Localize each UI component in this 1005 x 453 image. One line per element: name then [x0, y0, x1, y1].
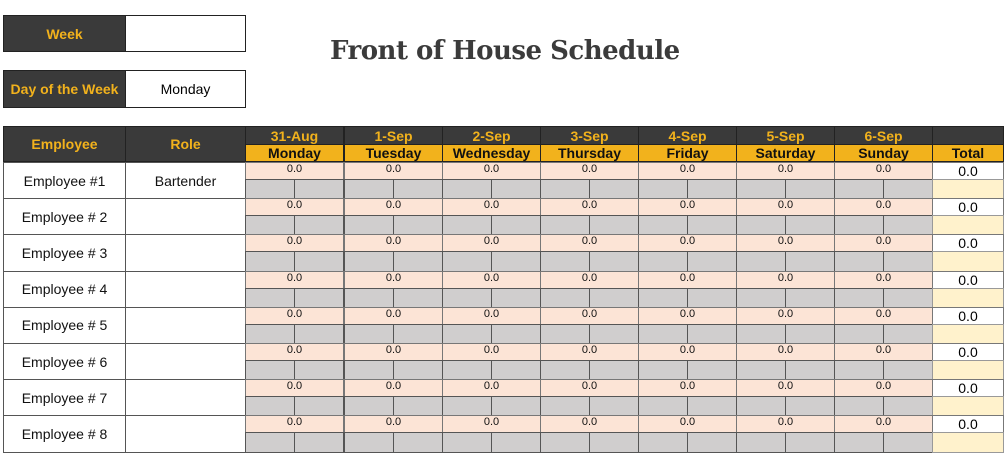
date-header: 1-Sep: [344, 126, 443, 145]
hours-cell[interactable]: 0.0: [540, 271, 639, 289]
shift-end-cell[interactable]: [883, 215, 933, 235]
row-total: 0.0: [932, 162, 1004, 180]
shift-start-cell[interactable]: [245, 360, 295, 380]
shift-end-cell[interactable]: [687, 396, 737, 416]
shift-start-cell[interactable]: [834, 288, 884, 308]
employee-role[interactable]: [125, 198, 246, 235]
hours-cell[interactable]: 0.0: [736, 234, 835, 252]
hours-cell[interactable]: 0.0: [540, 198, 639, 216]
shift-end-cell[interactable]: [491, 251, 541, 271]
shift-start-cell[interactable]: [442, 179, 492, 199]
hours-cell[interactable]: 0.0: [834, 307, 933, 325]
hours-cell[interactable]: 0.0: [638, 307, 737, 325]
hours-cell[interactable]: 0.0: [736, 271, 835, 289]
hours-cell[interactable]: 0.0: [442, 162, 541, 180]
day-header: Saturday: [736, 144, 835, 162]
hours-cell[interactable]: 0.0: [245, 307, 344, 325]
hours-cell[interactable]: 0.0: [245, 234, 344, 252]
hours-cell[interactable]: 0.0: [442, 234, 541, 252]
hours-cell[interactable]: 0.0: [834, 415, 933, 433]
hours-cell[interactable]: 0.0: [344, 415, 443, 433]
shift-start-cell[interactable]: [834, 179, 884, 199]
page-title: Front of House Schedule: [330, 36, 680, 66]
shift-start-cell[interactable]: [442, 324, 492, 344]
hours-cell[interactable]: 0.0: [736, 379, 835, 397]
shift-end-cell[interactable]: [589, 396, 639, 416]
shift-end-cell[interactable]: [491, 324, 541, 344]
shift-start-cell[interactable]: [540, 360, 590, 380]
shift-end-cell[interactable]: [687, 179, 737, 199]
shift-start-cell[interactable]: [344, 215, 394, 235]
week-label: Week: [3, 15, 126, 52]
shift-end-cell[interactable]: [687, 251, 737, 271]
shift-end-cell[interactable]: [785, 251, 835, 271]
hours-cell[interactable]: 0.0: [540, 234, 639, 252]
shift-start-cell[interactable]: [442, 215, 492, 235]
hours-cell[interactable]: 0.0: [344, 343, 443, 361]
employee-name[interactable]: Employee # 4: [3, 271, 126, 308]
shift-start-cell[interactable]: [638, 179, 688, 199]
shift-end-cell[interactable]: [883, 251, 933, 271]
shift-end-cell[interactable]: [687, 288, 737, 308]
shift-start-cell[interactable]: [344, 324, 394, 344]
shift-start-cell[interactable]: [245, 215, 295, 235]
shift-end-cell[interactable]: [687, 360, 737, 380]
shift-end-cell[interactable]: [883, 396, 933, 416]
shift-start-cell[interactable]: [344, 396, 394, 416]
employee-role[interactable]: [125, 307, 246, 344]
hours-cell[interactable]: 0.0: [638, 415, 737, 433]
shift-start-cell[interactable]: [638, 288, 688, 308]
shift-start-cell[interactable]: [638, 360, 688, 380]
shift-start-cell[interactable]: [540, 324, 590, 344]
day-header: Sunday: [834, 144, 933, 162]
shift-start-cell[interactable]: [736, 396, 786, 416]
employee-role[interactable]: [125, 343, 246, 380]
hours-cell[interactable]: 0.0: [442, 343, 541, 361]
shift-end-cell[interactable]: [785, 396, 835, 416]
shift-start-cell[interactable]: [245, 179, 295, 199]
shift-end-cell[interactable]: [294, 179, 344, 199]
hours-cell[interactable]: 0.0: [638, 234, 737, 252]
shift-start-cell[interactable]: [736, 179, 786, 199]
employee-name[interactable]: Employee # 2: [3, 198, 126, 235]
shift-end-cell[interactable]: [491, 396, 541, 416]
shift-start-cell[interactable]: [540, 288, 590, 308]
shift-start-cell[interactable]: [736, 288, 786, 308]
day-header: Monday: [245, 144, 344, 162]
shift-end-cell[interactable]: [491, 288, 541, 308]
hours-cell[interactable]: 0.0: [245, 415, 344, 433]
shift-end-cell[interactable]: [883, 360, 933, 380]
shift-end-cell[interactable]: [687, 324, 737, 344]
hours-cell[interactable]: 0.0: [344, 162, 443, 180]
employee-name[interactable]: Employee # 7: [3, 379, 126, 416]
hours-cell[interactable]: 0.0: [344, 234, 443, 252]
shift-start-cell[interactable]: [442, 288, 492, 308]
shift-end-cell[interactable]: [589, 215, 639, 235]
shift-end-cell[interactable]: [785, 179, 835, 199]
row-total-spacer: [932, 360, 1004, 380]
shift-end-cell[interactable]: [393, 360, 443, 380]
hours-cell[interactable]: 0.0: [245, 271, 344, 289]
shift-start-cell[interactable]: [442, 396, 492, 416]
shift-start-cell[interactable]: [638, 215, 688, 235]
shift-start-cell[interactable]: [834, 360, 884, 380]
hours-cell[interactable]: 0.0: [736, 415, 835, 433]
hours-cell[interactable]: 0.0: [736, 307, 835, 325]
shift-start-cell[interactable]: [638, 251, 688, 271]
employee-role[interactable]: [125, 415, 246, 452]
total-header: Total: [932, 144, 1004, 162]
total-header-top: [932, 126, 1004, 145]
shift-end-cell[interactable]: [294, 396, 344, 416]
shift-start-cell[interactable]: [834, 324, 884, 344]
employee-role[interactable]: Bartender: [125, 162, 246, 199]
employee-name[interactable]: Employee #1: [3, 162, 126, 199]
employee-name[interactable]: Employee # 6: [3, 343, 126, 380]
shift-end-cell[interactable]: [294, 324, 344, 344]
hours-cell[interactable]: 0.0: [834, 234, 933, 252]
hours-cell[interactable]: 0.0: [344, 307, 443, 325]
shift-start-cell[interactable]: [540, 215, 590, 235]
shift-start-cell[interactable]: [344, 179, 394, 199]
shift-start-cell[interactable]: [344, 288, 394, 308]
shift-start-cell[interactable]: [245, 251, 295, 271]
row-total-spacer: [932, 179, 1004, 199]
hours-cell[interactable]: 0.0: [442, 307, 541, 325]
row-total: 0.0: [932, 271, 1004, 289]
hours-cell[interactable]: 0.0: [540, 307, 639, 325]
shift-start-cell[interactable]: [245, 324, 295, 344]
row-total: 0.0: [932, 343, 1004, 361]
row-total-spacer: [932, 324, 1004, 344]
hours-cell[interactable]: 0.0: [736, 198, 835, 216]
hours-cell[interactable]: 0.0: [442, 198, 541, 216]
hours-cell[interactable]: 0.0: [540, 379, 639, 397]
hours-cell[interactable]: 0.0: [638, 379, 737, 397]
employee-name[interactable]: Employee # 5: [3, 307, 126, 344]
employee-role[interactable]: [125, 379, 246, 416]
date-header: 3-Sep: [540, 126, 639, 145]
hours-cell[interactable]: 0.0: [736, 162, 835, 180]
employee-role[interactable]: [125, 271, 246, 308]
shift-start-cell[interactable]: [736, 215, 786, 235]
shift-end-cell[interactable]: [589, 179, 639, 199]
shift-end-cell[interactable]: [589, 288, 639, 308]
shift-end-cell[interactable]: [785, 288, 835, 308]
shift-start-cell[interactable]: [638, 324, 688, 344]
row-total-spacer: [932, 288, 1004, 308]
shift-start-cell[interactable]: [736, 360, 786, 380]
shift-end-cell[interactable]: [785, 324, 835, 344]
row-total: 0.0: [932, 198, 1004, 216]
shift-start-cell[interactable]: [540, 396, 590, 416]
shift-end-cell[interactable]: [294, 251, 344, 271]
shift-end-cell[interactable]: [883, 179, 933, 199]
day-of-week-input[interactable]: Monday: [125, 70, 246, 108]
row-total: 0.0: [932, 415, 1004, 433]
shift-end-cell[interactable]: [491, 215, 541, 235]
shift-end-cell[interactable]: [393, 179, 443, 199]
shift-start-cell[interactable]: [245, 396, 295, 416]
shift-end-cell[interactable]: [589, 251, 639, 271]
week-input[interactable]: [125, 15, 246, 52]
shift-end-cell[interactable]: [294, 360, 344, 380]
shift-end-cell[interactable]: [491, 179, 541, 199]
hours-cell[interactable]: 0.0: [638, 162, 737, 180]
shift-end-cell[interactable]: [883, 324, 933, 344]
shift-end-cell[interactable]: [589, 324, 639, 344]
date-header: 2-Sep: [442, 126, 541, 145]
shift-end-cell[interactable]: [883, 288, 933, 308]
hours-cell[interactable]: 0.0: [638, 271, 737, 289]
employee-header: Employee: [3, 126, 126, 162]
shift-start-cell[interactable]: [344, 360, 394, 380]
hours-cell[interactable]: 0.0: [540, 162, 639, 180]
shift-end-cell[interactable]: [785, 215, 835, 235]
hours-cell[interactable]: 0.0: [245, 162, 344, 180]
hours-cell[interactable]: 0.0: [344, 271, 443, 289]
shift-start-cell[interactable]: [736, 251, 786, 271]
shift-end-cell[interactable]: [393, 288, 443, 308]
date-header: 5-Sep: [736, 126, 835, 145]
shift-end-cell[interactable]: [393, 215, 443, 235]
hours-cell[interactable]: 0.0: [344, 379, 443, 397]
hours-cell[interactable]: 0.0: [638, 198, 737, 216]
shift-start-cell[interactable]: [834, 251, 884, 271]
shift-start-cell[interactable]: [834, 215, 884, 235]
employee-name[interactable]: Employee # 3: [3, 234, 126, 271]
hours-cell[interactable]: 0.0: [834, 379, 933, 397]
hours-cell[interactable]: 0.0: [245, 343, 344, 361]
shift-end-cell[interactable]: [393, 396, 443, 416]
hours-cell[interactable]: 0.0: [834, 343, 933, 361]
hours-cell[interactable]: 0.0: [245, 379, 344, 397]
shift-start-cell[interactable]: [442, 251, 492, 271]
hours-cell[interactable]: 0.0: [834, 271, 933, 289]
hours-cell[interactable]: 0.0: [442, 415, 541, 433]
hours-cell[interactable]: 0.0: [344, 198, 443, 216]
day-header: Tuesday: [344, 144, 443, 162]
day-header: Thursday: [540, 144, 639, 162]
day-of-week-label: Day of the Week: [3, 70, 126, 108]
hours-cell[interactable]: 0.0: [442, 271, 541, 289]
hours-cell[interactable]: 0.0: [245, 198, 344, 216]
row-total: 0.0: [932, 234, 1004, 252]
hours-cell[interactable]: 0.0: [834, 198, 933, 216]
hours-cell[interactable]: 0.0: [540, 415, 639, 433]
shift-end-cell[interactable]: [687, 215, 737, 235]
role-header: Role: [125, 126, 246, 162]
row-total-spacer: [932, 215, 1004, 235]
shift-end-cell[interactable]: [785, 360, 835, 380]
shift-end-cell[interactable]: [294, 215, 344, 235]
day-header: Wednesday: [442, 144, 541, 162]
shift-start-cell[interactable]: [540, 251, 590, 271]
shift-end-cell[interactable]: [491, 360, 541, 380]
date-header: 31-Aug: [245, 126, 344, 145]
hours-cell[interactable]: 0.0: [540, 343, 639, 361]
employee-role[interactable]: [125, 234, 246, 271]
shift-start-cell[interactable]: [638, 396, 688, 416]
shift-start-cell[interactable]: [540, 179, 590, 199]
shift-start-cell[interactable]: [344, 251, 394, 271]
row-total: 0.0: [932, 379, 1004, 397]
row-total-spacer: [932, 251, 1004, 271]
hours-cell[interactable]: 0.0: [442, 379, 541, 397]
shift-end-cell[interactable]: [294, 288, 344, 308]
hours-cell[interactable]: 0.0: [834, 162, 933, 180]
hours-cell[interactable]: 0.0: [736, 343, 835, 361]
day-header: Friday: [638, 144, 737, 162]
hours-cell[interactable]: 0.0: [638, 343, 737, 361]
row-total-spacer: [932, 396, 1004, 416]
shift-end-cell[interactable]: [393, 251, 443, 271]
shift-end-cell[interactable]: [393, 324, 443, 344]
shift-end-cell[interactable]: [589, 360, 639, 380]
shift-start-cell[interactable]: [442, 360, 492, 380]
row-total: 0.0: [932, 307, 1004, 325]
shift-start-cell[interactable]: [834, 396, 884, 416]
date-header: 4-Sep: [638, 126, 737, 145]
shift-start-cell[interactable]: [736, 324, 786, 344]
shift-start-cell[interactable]: [245, 288, 295, 308]
date-header: 6-Sep: [834, 126, 933, 145]
employee-name[interactable]: Employee # 8: [3, 415, 126, 452]
